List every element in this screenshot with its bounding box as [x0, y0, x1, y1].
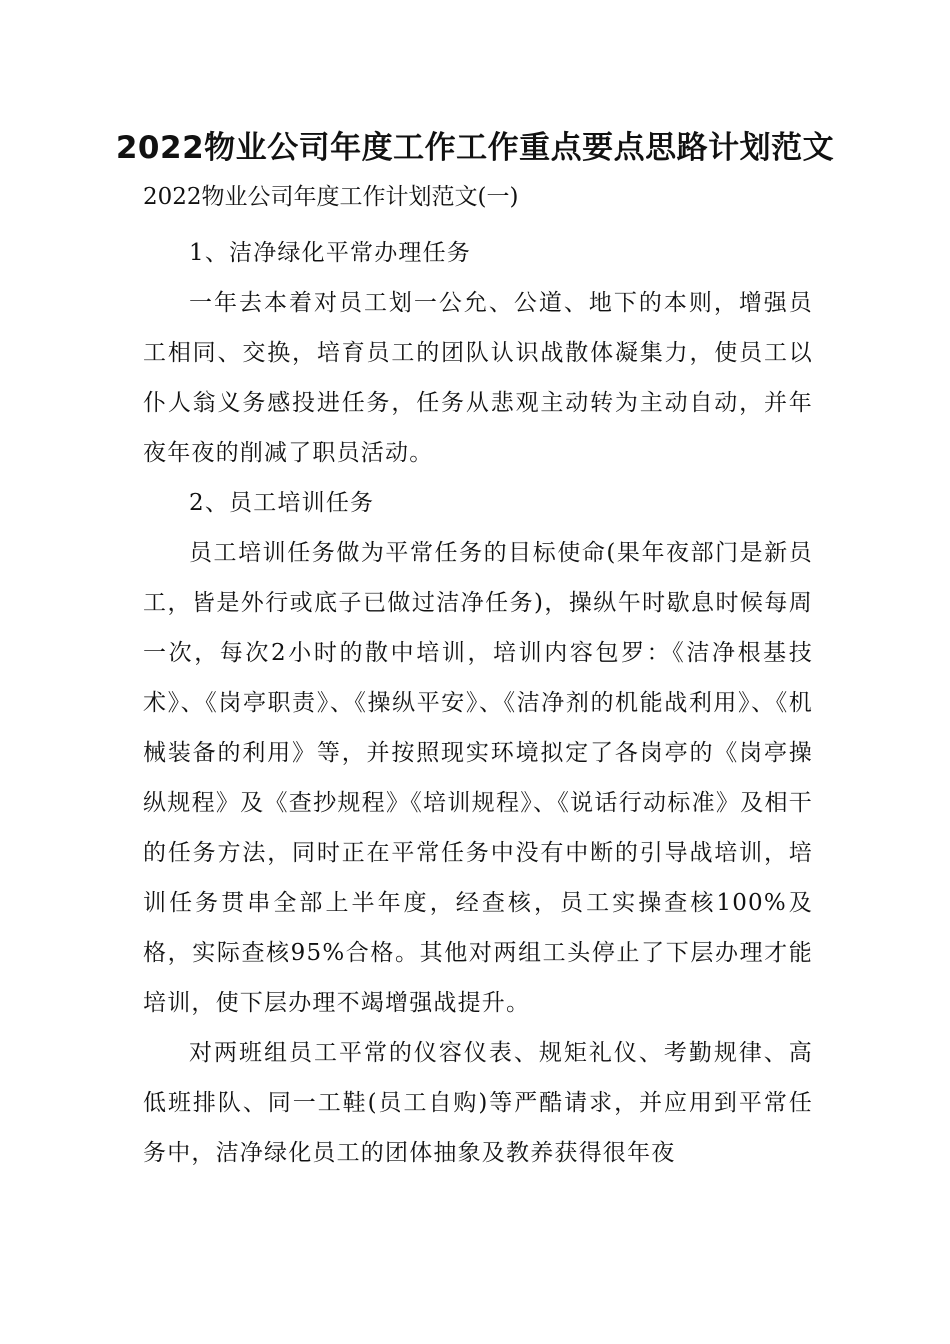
section-heading-1: 1、洁净绿化平常办理任务 — [189, 240, 472, 266]
paragraph-2: 员工培训任务做为平常任务的目标使命(果年夜部门是新员工，皆是外行或底子已做过洁净任务)，操纵午时歇息时候每周一次，每次2小时的散中培训，培训内容包罗：《洁净根基技术》、《岗亭职责》、《操纵平安》、《洁净剂的机能战利用》、《机械装备的利用》等，并按照现实环境拟定了各岗亭的《岗亭操纵规程》及《查抄规程》《培训规程》、《说话行动标准》及相干的任务方法，同时正在平常任务中没有中断的引导战培训，培训任务贯串全部上半年度，经查核，员工实操查核100%及格，实际查核95%合格。其他对两组工头停止了下层办理才能培训，使下层办理不竭增强战提升。 — [143, 540, 813, 1016]
document-body — [143, 228, 813, 1178]
document-title: 2022物业公司年度工作工作重点要点思路计划范文 — [115, 130, 835, 166]
paragraph-1: 一年去本着对员工划一公允、公道、地下的本则，增强员工相同、交换，培育员工的团队认识战散体凝集力，使员工以仆人翁义务感投进任务，任务从悲观主动转为主动自动，并年夜年夜的削减了职员活动。 — [143, 290, 813, 466]
paragraph-3: 对两班组员工平常的仪容仪表、规矩礼仪、考勤规律、高低班排队、同一工鞋(员工自购)等严酷请求，并应用到平常任务中，洁净绿化员工的团体抽象及教养获得很年夜 — [143, 1040, 813, 1166]
document-subtitle: 2022物业公司年度工作计划范文(一) — [143, 184, 519, 210]
section-heading-2: 2、员工培训任务 — [189, 490, 375, 516]
